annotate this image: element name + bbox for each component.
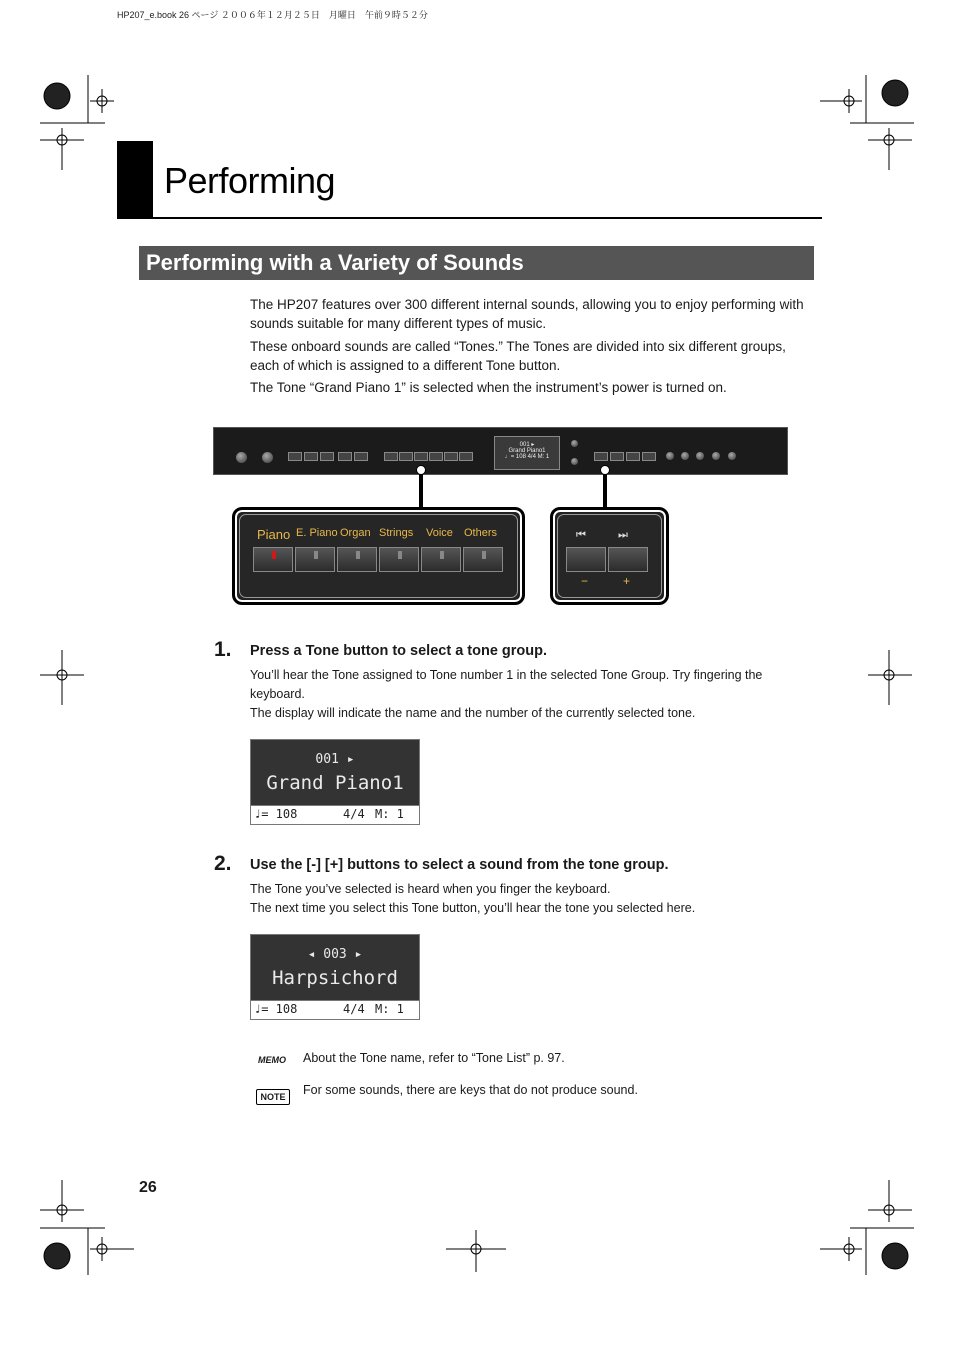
tone-button-strings[interactable] xyxy=(379,547,419,572)
tone-led xyxy=(440,551,444,559)
panel-button xyxy=(320,452,334,461)
tone-button-organ[interactable] xyxy=(337,547,377,572)
panel-button xyxy=(354,452,368,461)
intro-paragraph: The HP207 features over 300 different internal sounds, allowing you to enjoy performing with sounds suitable for many different types of music. xyxy=(250,297,804,331)
step-title: Use the [-] [+] buttons to select a sound from the tone group. xyxy=(250,857,669,873)
step-number: 1. xyxy=(214,638,232,661)
leader-line xyxy=(603,470,607,510)
minus-label: − xyxy=(581,574,589,588)
panel-knob xyxy=(681,452,689,460)
lcd-status-bar xyxy=(251,805,419,824)
step-text: The Tone you’ve selected is heard when you finger the keyboard. xyxy=(250,882,611,896)
plus-button-mini xyxy=(610,452,624,461)
note-icon: NOTE xyxy=(256,1089,290,1105)
volume-knob xyxy=(236,452,247,463)
memo-text: About the Tone name, refer to “Tone List” p. 97. xyxy=(303,1051,565,1065)
tone-led xyxy=(356,551,360,559)
lcd-measure: M: 1 xyxy=(375,1002,404,1016)
tone-led xyxy=(314,551,318,559)
memo-icon: MEMO xyxy=(258,1055,286,1065)
mini-display xyxy=(494,436,560,470)
tone-buttons-closeup xyxy=(232,507,525,605)
tone-button-piano[interactable] xyxy=(253,547,293,572)
tone-group-label: Voice xyxy=(426,527,453,539)
intro-paragraph: The Tone “Grand Piano 1” is selected when the instrument’s power is turned on. xyxy=(250,380,727,395)
minus-button[interactable] xyxy=(566,547,606,572)
leader-dot xyxy=(600,465,610,475)
panel-knob xyxy=(712,452,720,460)
lcd-status-bar xyxy=(251,1000,419,1019)
lcd-tone-name: Harpsichord xyxy=(272,967,398,989)
next-icon: ⏭ xyxy=(618,529,628,541)
tone-led xyxy=(398,551,402,559)
tone-button-e-piano[interactable] xyxy=(295,547,335,572)
lcd-display xyxy=(250,934,420,1020)
step-text: The next time you select this Tone button, you’ll hear the tone you selected here. xyxy=(250,901,696,915)
panel-knob xyxy=(728,452,736,460)
panel-button xyxy=(288,452,302,461)
mini-display-line: ♩= 108 4/4 M: 1 xyxy=(504,454,550,460)
panel-button xyxy=(626,452,640,461)
lcd-tone-number: ◂ 003 ▸ xyxy=(307,947,363,962)
plus-button[interactable] xyxy=(608,547,648,572)
tone-group-label: Organ xyxy=(340,527,371,539)
panel-led xyxy=(571,440,578,447)
lcd-meter: 4/4 xyxy=(343,807,365,821)
tone-led xyxy=(272,551,276,559)
tone-button-mini xyxy=(444,452,458,461)
step-text: You’ll hear the Tone assigned to Tone number 1 in the selected Tone Group. Try fingering the keyboard. xyxy=(250,668,763,701)
control-panel-illustration xyxy=(213,427,788,475)
tone-button-voice[interactable] xyxy=(421,547,461,572)
tone-button-mini xyxy=(384,452,398,461)
minus-plus-closeup xyxy=(550,507,669,605)
intro-paragraph: These onboard sounds are called “Tones.” The Tones are divided into six different groups, each of which is assigned to a different Tone button. xyxy=(250,339,786,373)
tone-button-mini xyxy=(429,452,443,461)
step-title: Press a Tone button to select a tone group. xyxy=(250,643,548,659)
lcd-tempo: ♩= 108 xyxy=(254,1002,298,1016)
plus-label: + xyxy=(623,574,631,588)
panel-button xyxy=(642,452,656,461)
lcd-display xyxy=(250,739,420,825)
brilliance-knob xyxy=(262,452,273,463)
tone-button-mini xyxy=(459,452,473,461)
lcd-tone-number: 001 ▸ xyxy=(315,752,355,767)
tone-button-others[interactable] xyxy=(463,547,503,572)
page-number: 26 xyxy=(139,1179,157,1196)
chapter-title: Performing xyxy=(164,160,336,201)
section-title: Performing with a Variety of Sounds xyxy=(146,250,524,275)
tone-button-mini xyxy=(399,452,413,461)
mini-display-line: Grand Piano1 xyxy=(508,448,546,454)
tone-group-label: Others xyxy=(464,527,498,539)
lcd-measure: M: 1 xyxy=(375,807,404,821)
chapter-marker xyxy=(117,141,153,219)
panel-knob xyxy=(666,452,674,460)
tone-group-label: Piano xyxy=(257,527,291,542)
mini-display-line: 001 ▸ xyxy=(519,442,535,448)
prev-icon: ⏮ xyxy=(576,529,586,541)
leader-dot xyxy=(416,465,426,475)
minus-button-mini xyxy=(594,452,608,461)
step-text: The display will indicate the name and the number of the currently selected tone. xyxy=(250,706,696,720)
lcd-tone-name: Grand Piano1 xyxy=(266,772,404,794)
panel-knob xyxy=(696,452,704,460)
lcd-tempo: ♩= 108 xyxy=(254,807,298,821)
lcd-meter: 4/4 xyxy=(343,1002,365,1016)
tone-group-label: Strings xyxy=(379,527,414,539)
panel-button xyxy=(304,452,318,461)
print-header: HP207_e.book 26 ページ ２００６年１２月２５日 月曜日 午前９時５２分 xyxy=(117,10,428,20)
tone-group-label: E. Piano xyxy=(296,527,338,539)
note-text: For some sounds, there are keys that do not produce sound. xyxy=(303,1083,638,1097)
chapter-rule xyxy=(117,217,822,219)
tone-button-mini xyxy=(414,452,428,461)
step-number: 2. xyxy=(214,852,232,875)
panel-led xyxy=(571,458,578,465)
tone-led xyxy=(482,551,486,559)
leader-line xyxy=(419,470,423,510)
panel-button xyxy=(338,452,352,461)
